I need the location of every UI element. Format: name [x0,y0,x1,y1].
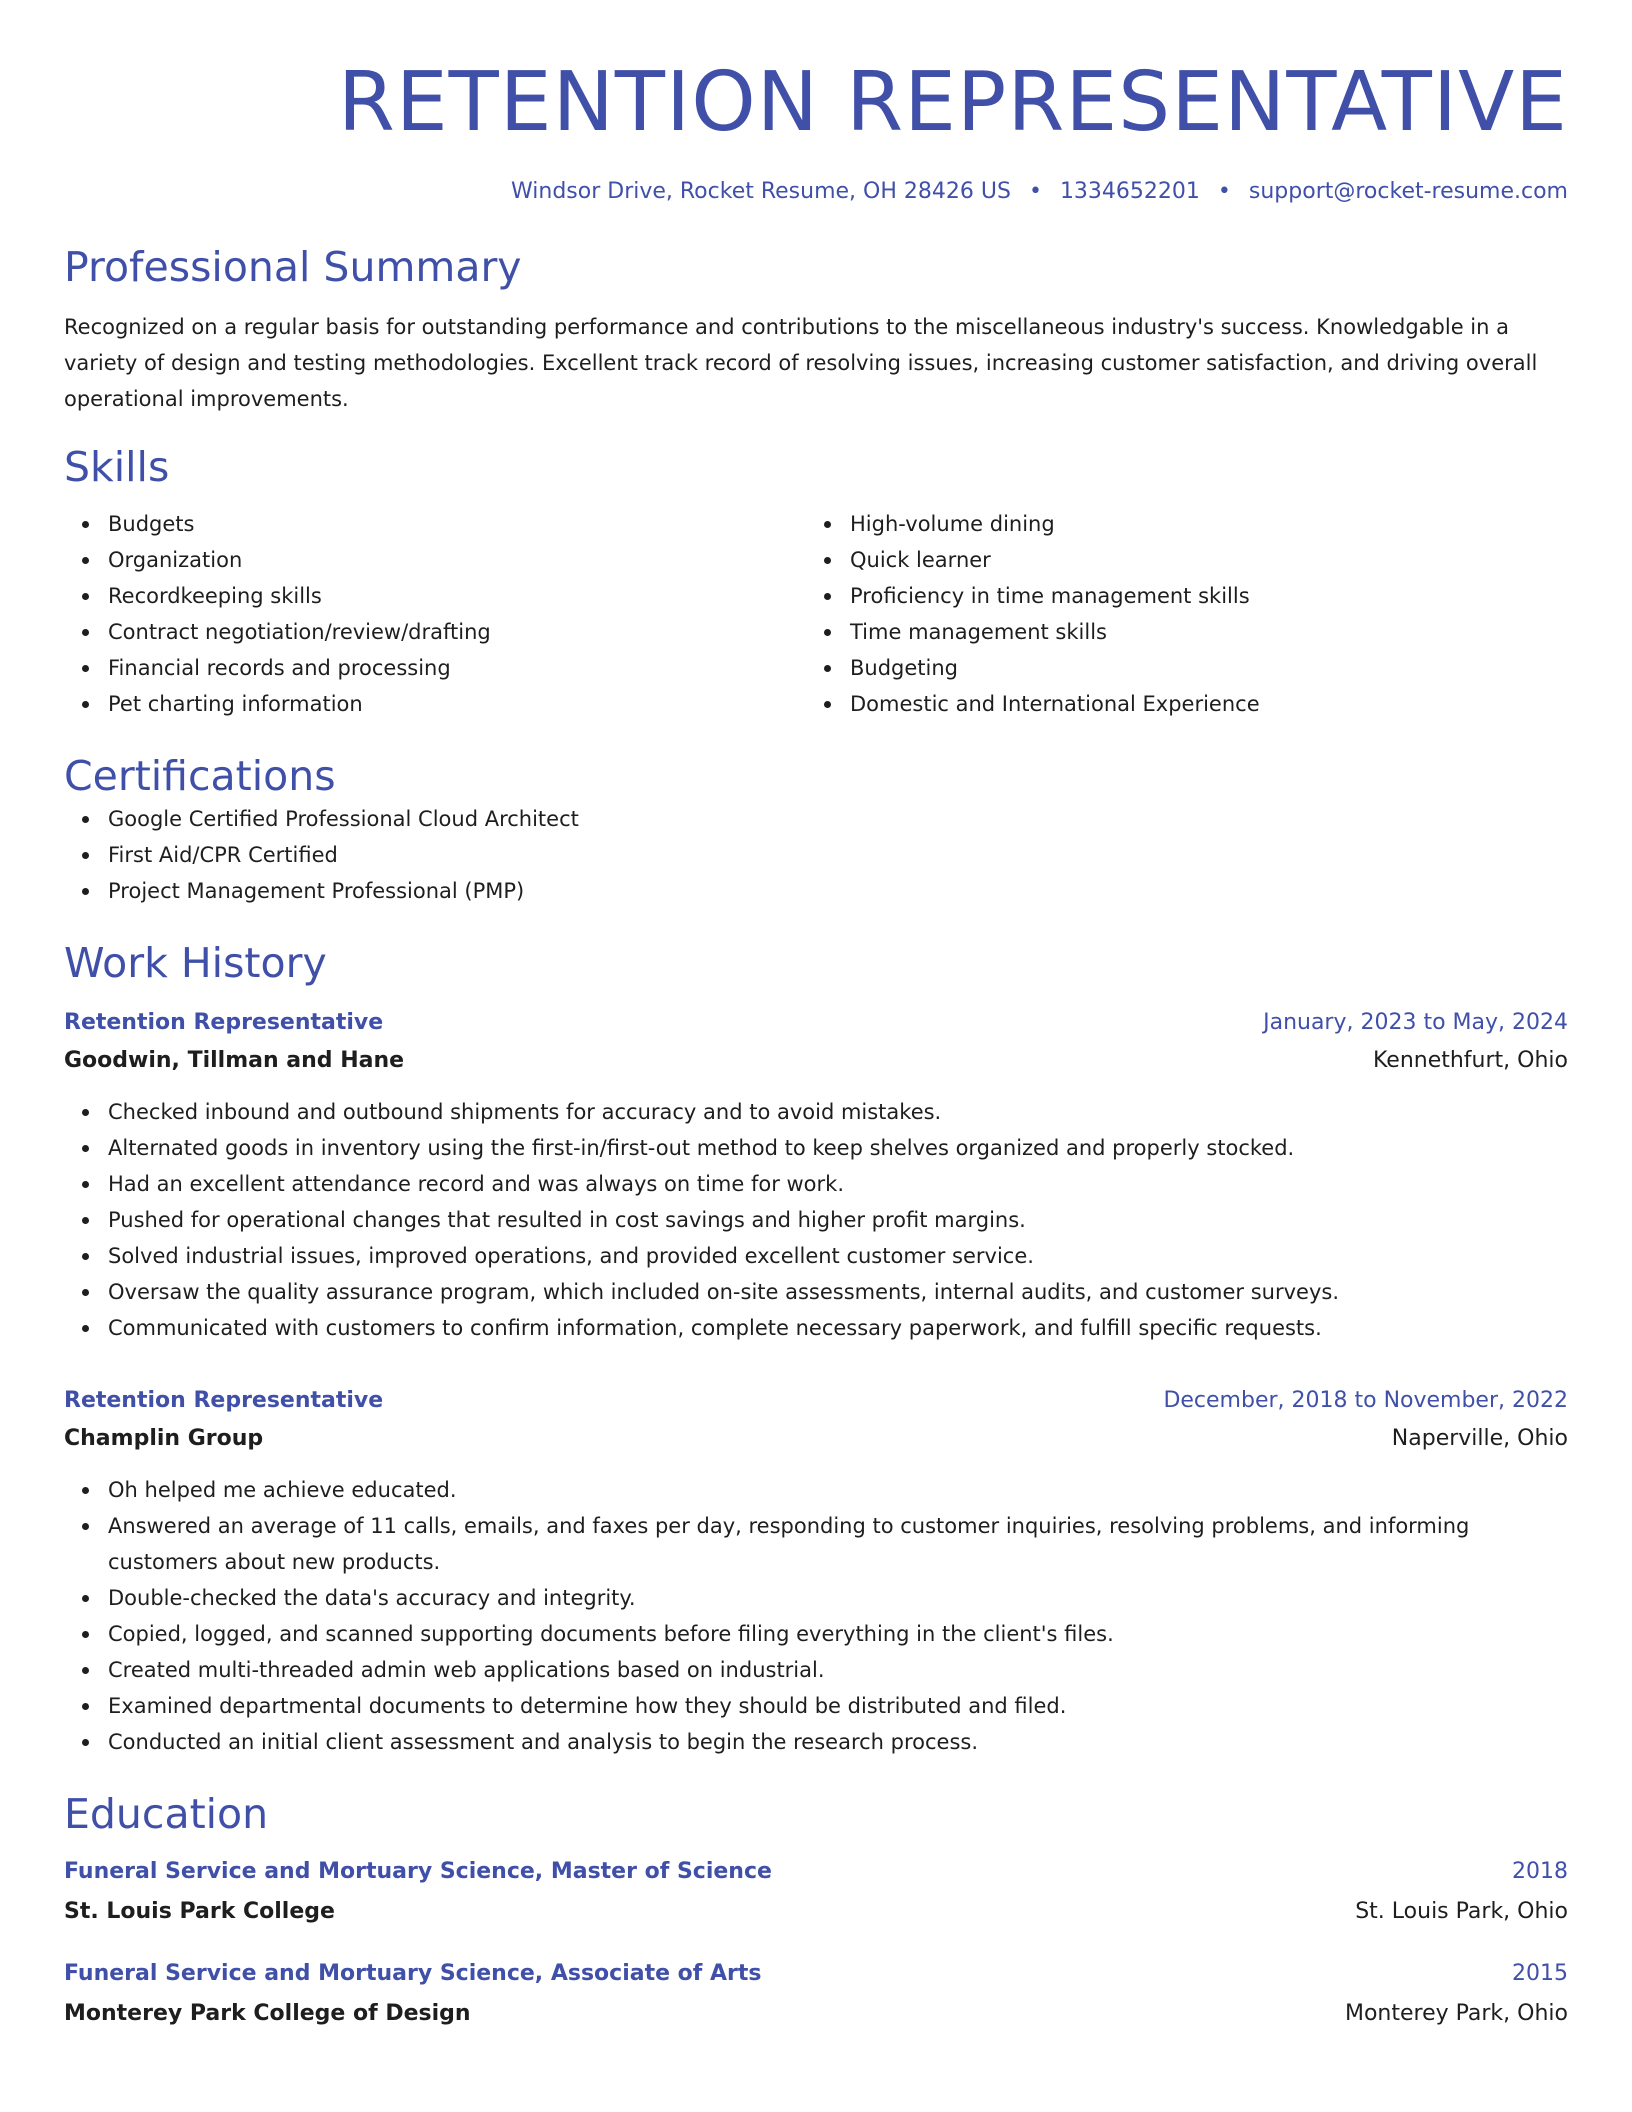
job-location: Kennethfurt, Ohio [1372,1048,1568,1074]
education-location: St. Louis Park, Ohio [1355,1899,1568,1925]
education-degree-row [64,1857,1568,1887]
certification-item: First Aid/CPR Certified [64,837,1568,873]
education-school-row [64,1897,1568,1927]
job-role: Retention Representative [64,1010,384,1036]
job-title-row [64,1008,1568,1038]
education-year: 2018 [1512,1859,1568,1885]
job-entry [64,1008,1568,1346]
education-heading: Education [64,1790,269,1839]
education-entry [64,1857,1568,1927]
separator-dot: • [1217,179,1231,204]
job-duty: Copied, logged, and scanned supporting documents before filing everything in the client's files. [64,1616,1568,1652]
education-degree: Funeral Service and Mortuary Science, Master of Science [64,1859,772,1885]
job-role: Retention Representative [64,1388,384,1414]
skill-item: Budgeting [806,650,1548,686]
skill-item: Time management skills [806,614,1548,650]
job-dates: December, 2018 to November, 2022 [1163,1388,1568,1414]
job-duty: Conducted an initial client assessment and analysis to begin the research process. [64,1724,1568,1760]
skill-item: Recordkeeping skills [64,578,806,614]
skill-item: High-volume dining [806,506,1548,542]
job-duty: Created multi-threaded admin web applications based on industrial. [64,1652,1568,1688]
job-duty: Communicated with customers to confirm information, complete necessary paperwork, and fulfill specific requests. [64,1310,1568,1346]
job-employer-row [64,1424,1568,1454]
job-dates: January, 2023 to May, 2024 [1263,1010,1568,1036]
job-duties-list [64,1472,1568,1760]
skill-item: Domestic and International Experience [806,686,1548,722]
skill-item: Budgets [64,506,806,542]
skills-heading: Skills [64,442,170,491]
skill-item: Quick learner [806,542,1548,578]
certifications-heading: Certifications [64,751,336,800]
job-duty: Answered an average of 11 calls, emails, and faxes per day, responding to customer inquiries, resolving problems, and informing customers about new products. [64,1508,1568,1580]
job-duty: Double-checked the data's accuracy and integrity. [64,1580,1568,1616]
skills-left-list [64,506,806,722]
candidate-name: RETENTION REPRESENTATIVE [337,55,1568,150]
skills-right-list [806,506,1548,722]
contact-email: support@rocket-resume.com [1248,179,1568,204]
job-entry [64,1386,1568,1760]
education-entry [64,1959,1568,2029]
skill-item: Pet charting information [64,686,806,722]
education-school: St. Louis Park College [64,1899,335,1925]
education-school-row [64,1999,1568,2029]
education-year: 2015 [1512,1961,1568,1987]
skill-item: Financial records and processing [64,650,806,686]
certifications-list [64,801,1568,909]
job-duty: Oversaw the quality assurance program, which included on-site assessments, internal audits, and customer surveys. [64,1274,1568,1310]
job-duty: Had an excellent attendance record and was always on time for work. [64,1166,1568,1202]
job-duty: Pushed for operational changes that resulted in cost savings and higher profit margins. [64,1202,1568,1238]
work-history-heading: Work History [64,938,327,987]
job-duty: Oh helped me achieve educated. [64,1472,1568,1508]
skills-grid [64,506,1568,722]
job-duties-list [64,1094,1568,1346]
contact-address: Windsor Drive, Rocket Resume, OH 28426 US [511,179,1011,204]
education-degree-row [64,1959,1568,1989]
skill-item: Contract negotiation/review/drafting [64,614,806,650]
job-duty: Checked inbound and outbound shipments for accuracy and to avoid mistakes. [64,1094,1568,1130]
job-location: Naperville, Ohio [1391,1426,1568,1452]
job-employer-row [64,1046,1568,1076]
job-duty: Alternated goods in inventory using the first-in/first-out method to keep shelves organized and properly stocked. [64,1130,1568,1166]
education-school: Monterey Park College of Design [64,2001,471,2027]
skill-item: Proficiency in time management skills [806,578,1548,614]
education-degree: Funeral Service and Mortuary Science, Associate of Arts [64,1961,762,1987]
job-duty: Examined departmental documents to determine how they should be distributed and filed. [64,1688,1568,1724]
summary-heading: Professional Summary [64,243,522,292]
separator-dot: • [1028,179,1042,204]
summary-text: Recognized on a regular basis for outstanding performance and contributions to the miscellaneous industry's success. Knowledgable in a variety of design and testing methodologies. Excellent track record of resolving issues, increasing customer satisfaction, and driving overall operational improvements. [64,314,1538,411]
contact-line [64,179,1568,205]
certification-item: Project Management Professional (PMP) [64,873,1568,909]
job-duty: Solved industrial issues, improved operations, and provided excellent customer service. [64,1238,1568,1274]
skill-item: Organization [64,542,806,578]
certification-item: Google Certified Professional Cloud Architect [64,801,1568,837]
contact-phone: 1334652201 [1059,179,1200,204]
education-location: Monterey Park, Ohio [1344,2001,1568,2027]
job-employer: Goodwin, Tillman and Hane [64,1048,405,1074]
job-employer: Champlin Group [64,1426,264,1452]
job-title-row [64,1386,1568,1416]
